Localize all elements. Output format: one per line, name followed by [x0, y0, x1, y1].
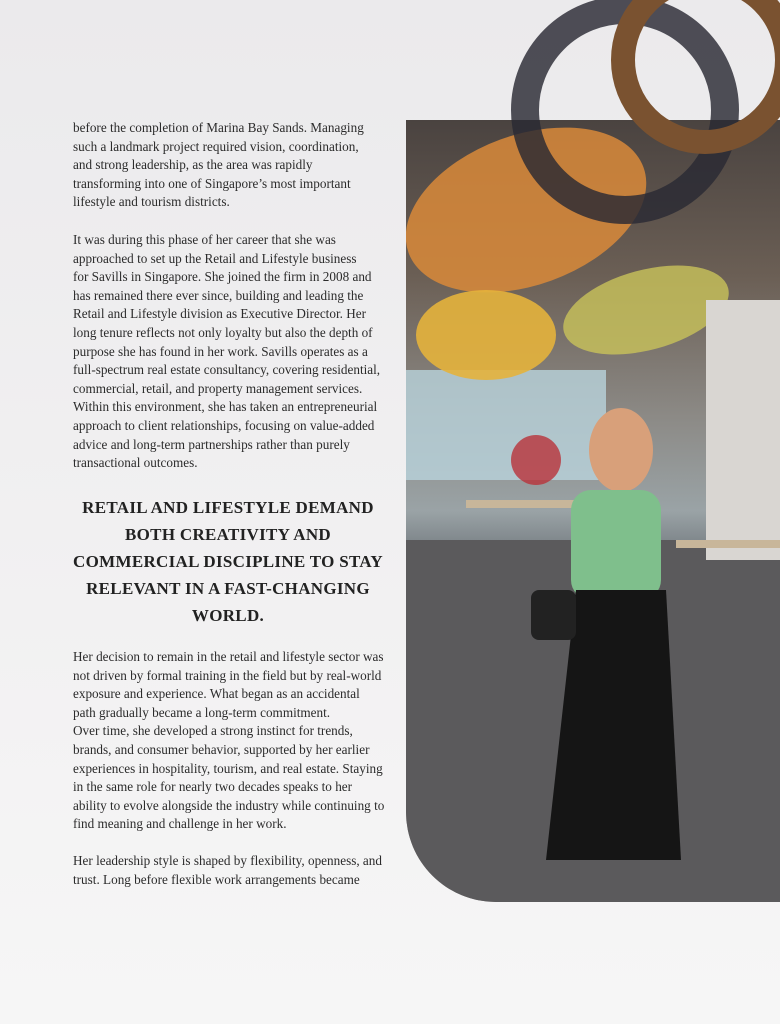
text-line: Over time, she developed a strong instinct for trends,: [73, 723, 353, 739]
text-line: and strong leadership, as the area was rapidly: [73, 157, 313, 173]
text-line: before the completion of Marina Bay Sands. Managing: [73, 120, 364, 135]
text-line: has remained there ever since, building and leading the: [73, 287, 364, 303]
text-line: Her decision to remain in the retail and lifestyle sector was: [73, 649, 384, 664]
text-line: lifestyle and tourism districts.: [73, 194, 230, 210]
quote-line: BOTH CREATIVITY AND: [125, 525, 331, 544]
text-line: in the same role for nearly two decades speaks to her: [73, 779, 353, 795]
paragraph-4: [73, 852, 403, 889]
text-line: such a landmark project required vision, coordination,: [73, 138, 359, 154]
text-line: Retail and Lifestyle division as Executive Director. Her: [73, 306, 366, 322]
text-line: purpose she has found in her work. Savills operates as a: [73, 343, 368, 359]
text-line: exposure and experience. What began as an accidental: [73, 686, 360, 702]
text-line: find meaning and challenge in her work.: [73, 816, 287, 832]
text-line: Her leadership style is shaped by flexibility, openness, and: [73, 853, 382, 868]
text-line: path gradually became a long-term commitment.: [73, 704, 331, 720]
paragraph-1: [73, 119, 403, 212]
text-line: not driven by formal training in the field but by real-world: [73, 667, 382, 683]
portrait-photo: [406, 120, 780, 902]
quote-line: COMMERCIAL DISCIPLINE TO STAY: [73, 552, 383, 571]
text-line: for Savills in Singapore. She joined the firm in 2008 and: [73, 269, 372, 285]
quote-line: WORLD.: [191, 606, 265, 625]
text-line: Within this environment, she has taken an entrepreneurial: [73, 399, 378, 415]
text-line: approached to set up the Retail and Lifestyle business: [73, 250, 357, 266]
text-line: transactional outcomes.: [73, 455, 198, 471]
text-line: advice and long-term partnerships rather than purely: [73, 436, 350, 452]
quote-line: RETAIL AND LIFESTYLE DEMAND: [82, 498, 374, 517]
quote-line: RELEVANT IN A FAST-CHANGING: [86, 579, 370, 598]
paragraph-3: [73, 648, 403, 834]
pull-quote: [66, 494, 390, 629]
text-line: It was during this phase of her career that she was: [73, 232, 336, 247]
photo-illustration: [406, 120, 780, 902]
text-line: experiences in hospitality, tourism, and real estate. Staying: [73, 760, 383, 776]
text-line: long tenure reflects not only loyalty but also the depth of: [73, 324, 373, 340]
text-line: transforming into one of Singapore’s most important: [73, 175, 351, 191]
text-line: full-spectrum real estate consultancy, covering residential,: [73, 362, 381, 378]
text-line: ability to evolve alongside the industry while continuing to: [73, 797, 385, 813]
paragraph-2: [73, 231, 403, 473]
text-line: commercial, retail, and property management services.: [73, 380, 363, 396]
text-line: trust. Long before flexible work arrangements became: [73, 871, 360, 887]
text-line: approach to client relationships, focusing on value-added: [73, 417, 375, 433]
text-line: brands, and consumer behavior, supported by her earlier: [73, 741, 370, 757]
